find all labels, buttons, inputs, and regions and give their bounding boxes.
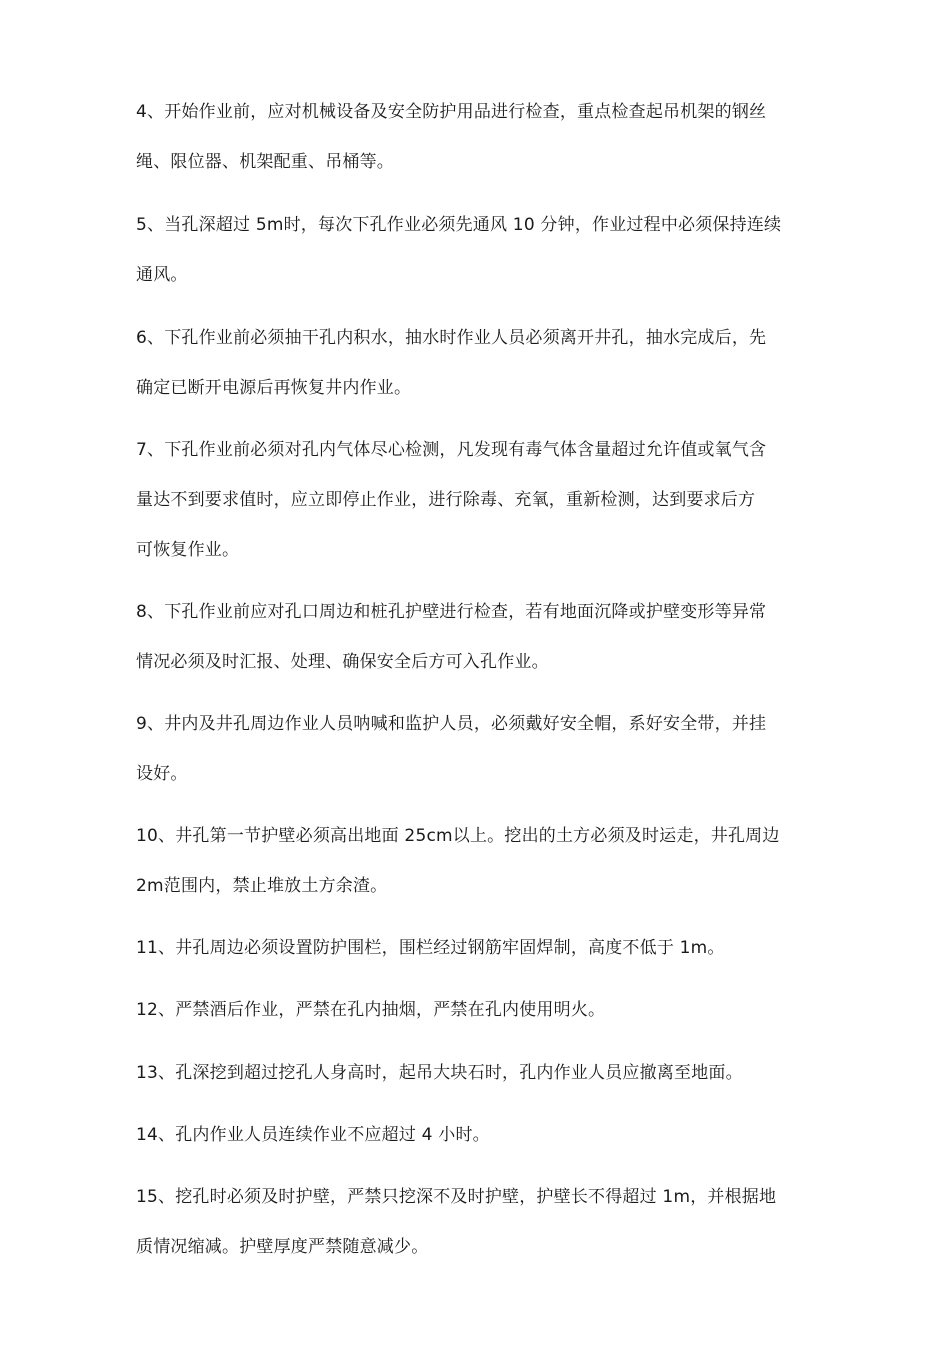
paragraph-line: 4、开始作业前，应对机械设备及安全防护用品进行检查，重点检查起吊机架的钢丝 [136,102,767,122]
paragraph-line: 10、井孔第一节护壁必须高出地面 25cm以上。挖出的土方必须及时运走，井孔周边 [136,826,780,846]
paragraph-line: 6、下孔作业前必须抽干孔内积水，抽水时作业人员必须离开井孔，抽水完成后，先 [136,328,767,348]
paragraph-line: 9、井内及井孔周边作业人员呐喊和监护人员，必须戴好安全帽，系好安全带，并挂 [136,714,767,734]
paragraph-line: 2m范围内，禁止堆放土方余渣。 [136,876,388,896]
paragraph-line: 11、井孔周边必须设置防护围栏，围栏经过钢筋牢固焊制，高度不低于 1m。 [136,938,725,958]
paragraph-line: 量达不到要求值时，应立即停止作业，进行除毒、充氧，重新检测，达到要求后方 [136,490,756,510]
paragraph-line: 5、当孔深超过 5m时，每次下孔作业必须先通风 10 分钟，作业过程中必须保持连续 [136,215,782,235]
paragraph-line: 可恢复作业。 [136,540,240,560]
paragraph-line: 7、下孔作业前必须对孔内气体尽心检测，凡发现有毒气体含量超过允许值或氧气含 [136,440,767,460]
paragraph-line: 通风。 [136,265,188,285]
paragraph-line: 8、下孔作业前应对孔口周边和桩孔护壁进行检查，若有地面沉降或护壁变形等异常 [136,602,767,622]
paragraph-line: 12、严禁酒后作业，严禁在孔内抽烟，严禁在孔内使用明火。 [136,1000,606,1020]
paragraph-line: 设好。 [136,764,188,784]
paragraph-line: 绳、限位器、机架配重、吊桶等。 [136,152,394,172]
paragraph-line: 13、孔深挖到超过挖孔人身高时，起吊大块石时，孔内作业人员应撤离至地面。 [136,1063,743,1083]
paragraph-line: 情况必须及时汇报、处理、确保安全后方可入孔作业。 [136,652,549,672]
paragraph-line: 质情况缩减。护壁厚度严禁随意减少。 [136,1237,429,1257]
paragraph-line: 确定已断开电源后再恢复井内作业。 [136,378,412,398]
paragraph-line: 14、孔内作业人员连续作业不应超过 4 小时。 [136,1125,490,1145]
paragraph-line: 15、挖孔时必须及时护壁，严禁只挖深不及时护壁，护壁长不得超过 1m，并根据地 [136,1187,777,1207]
